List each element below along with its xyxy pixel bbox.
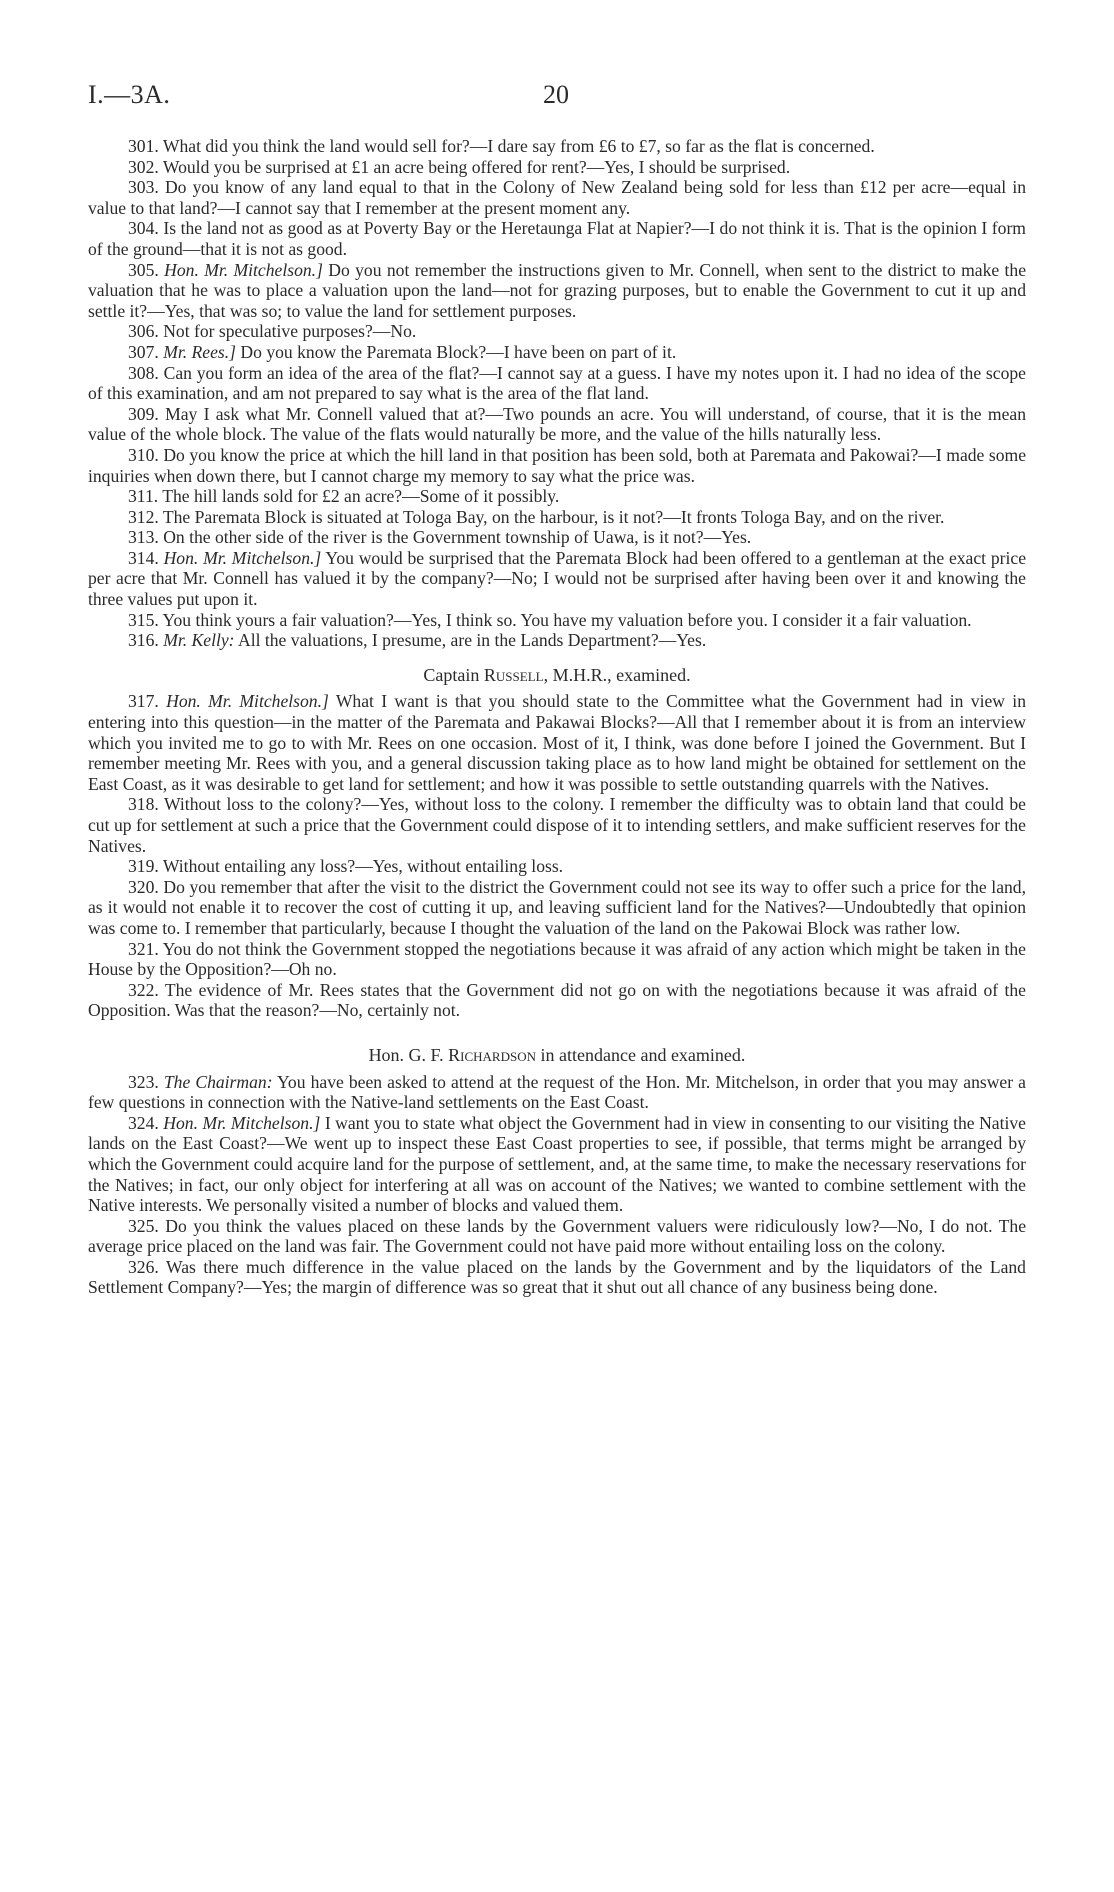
question-text: May I ask what Mr. Connell valued that at?—Two pounds an acre. You will understand, of course, that it is the mean value of the whole block. The value of the flats would naturally be more, and the value of the hills naturally less.	[88, 403, 1026, 445]
question-number: 313.	[128, 527, 159, 548]
question-paragraph	[88, 1113, 1026, 1216]
question-paragraph	[88, 218, 1026, 259]
evidence-block-2	[88, 691, 1026, 1021]
question-paragraph	[88, 486, 1026, 507]
heading-post: , M.H.R., examined.	[543, 664, 691, 685]
question-text: The Paremata Block is situated at Tologa Bay, on the harbour, is it not?—It fronts Tologa Bay, and on the river.	[162, 506, 945, 527]
document-body	[88, 136, 1026, 1298]
question-paragraph	[88, 939, 1026, 980]
question-number: 316.	[128, 630, 159, 651]
question-text: On the other side of the river is the Government township of Uawa, is it not?—Yes.	[163, 527, 752, 548]
question-number: 309.	[128, 403, 159, 424]
question-number: 318.	[128, 794, 159, 815]
question-text: What did you think the land would sell for?—I dare say from £6 to £7, so far as the flat is concerned.	[162, 136, 875, 156]
question-number: 308.	[128, 362, 159, 383]
question-number: 321.	[128, 938, 159, 959]
question-number: 312.	[128, 506, 159, 527]
question-text: The hill lands sold for £2 an acre?—Some of it possibly.	[162, 486, 560, 507]
question-paragraph	[88, 177, 1026, 218]
question-paragraph	[88, 321, 1026, 342]
question-number: 320.	[128, 876, 159, 897]
question-number: 323.	[128, 1071, 159, 1092]
question-text: Do you know the Paremata Block?—I have been on part of it.	[240, 341, 677, 362]
question-paragraph	[88, 691, 1026, 794]
question-text: Do you know of any land equal to that in the Colony of New Zealand being sold for less than £12 per acre—equal in value to that land?—I cannot say that I remember at the present moment any.	[88, 177, 1027, 218]
question-text: You would be surprised that the Paremata Block had been offered to a gentleman at the exact price per acre that Mr. Connell has valued it by the company?—No; I would not be surprised after having been over it and knowing the three values put upon it.	[88, 547, 1027, 610]
question-paragraph	[88, 548, 1026, 610]
question-number: 303.	[128, 177, 159, 198]
speaker-name: Mr. Kelly:	[163, 630, 235, 651]
question-paragraph	[88, 136, 1026, 157]
question-text: Without entailing any loss?—Yes, without entailing loss.	[162, 856, 564, 877]
page-number: 20	[543, 80, 569, 109]
question-paragraph	[88, 157, 1026, 178]
question-paragraph	[88, 1072, 1026, 1113]
question-text: I want you to state what object the Government had in view in consenting to our visiting the Native lands on the East Coast?—We went up to inspect these East Coast properties to see, if possible, that terms might be arranged by which the Government could acquire land for the purpose of settlement, and, at the same time, to make the necessary reservations for the Natives; in fact, our only object for interfering at all was on account of the Natives; we wanted to combine settlement with the Native interests. We personally visited a number of blocks and valued them.	[88, 1112, 1027, 1216]
witness-heading-russell	[88, 665, 1026, 686]
question-number: 307.	[128, 341, 159, 362]
speaker-name: Hon. Mr. Mitchelson.]	[163, 547, 322, 568]
question-number: 324.	[128, 1112, 159, 1133]
question-paragraph	[88, 527, 1026, 548]
question-number: 326.	[128, 1256, 159, 1277]
question-number: 319.	[128, 856, 159, 877]
question-paragraph	[88, 1216, 1026, 1257]
question-paragraph	[88, 445, 1026, 486]
witness-name: Russell	[483, 664, 544, 685]
speaker-name: Hon. Mr. Mitchelson.]	[163, 1112, 321, 1133]
question-text: Was there much difference in the value placed on the lands by the Government and by the liquidators of the Land Settlement Company?—Yes; the margin of difference was so great that it shut out all chance of any business being done.	[88, 1256, 1026, 1298]
question-number: 310.	[128, 444, 159, 465]
question-number: 304.	[128, 218, 159, 239]
question-text: All the valuations, I presume, are in the Lands Department?—Yes.	[237, 630, 707, 651]
document-reference: I.—3A.	[88, 80, 171, 109]
question-paragraph	[88, 260, 1026, 322]
heading-pre: Captain	[423, 664, 484, 685]
evidence-block-3	[88, 1072, 1026, 1299]
question-paragraph	[88, 610, 1026, 631]
speaker-name: Mr. Rees.]	[163, 341, 237, 362]
question-number: 315.	[128, 609, 159, 630]
question-text: Would you be surprised at £1 an acre being offered for rent?—Yes, I should be surprised.	[162, 156, 791, 177]
question-paragraph	[88, 877, 1026, 939]
question-paragraph	[88, 630, 1026, 651]
question-paragraph	[88, 507, 1026, 528]
question-paragraph	[88, 342, 1026, 363]
question-text: What I want is that you should state to the Committee what the Government had in view in entering into this question—in the matter of the Paremata and Pakawai Blocks?—All that I remember about it is from an interview which you invited me to go to with Mr. Rees on one occasion. Most of it, I think, was done before I joined the Government. But I remember meeting Mr. Rees with you, and a general discussion taking place as to how land might be obtained for settlement on the East Coast, as it was desirable to get land for settlement; and how it was possible to settle outstanding quarrels with the Natives.	[88, 691, 1026, 794]
question-text: The evidence of Mr. Rees states that the Government did not go on with the negotiations because it was afraid of the Opposition. Was that the reason?—No, certainly not.	[88, 979, 1026, 1021]
question-text: Can you form an idea of the area of the flat?—I cannot say at a guess. I have my notes upon it. I had no idea of the scope of this examination, and am not prepared to say what is the area of the flat land.	[88, 362, 1026, 404]
question-number: 306.	[128, 321, 159, 342]
question-number: 301.	[128, 136, 159, 156]
question-text: Do you know the price at which the hill land in that position has been sold, both at Paremata and Pakowai?—I made some inquiries when down there, but I cannot charge my memory to say what the price was.	[88, 444, 1026, 486]
question-paragraph	[88, 1257, 1026, 1298]
speaker-name: Hon. Mr. Mitchelson.]	[164, 259, 323, 280]
question-text: You think yours a fair valuation?—Yes, I think so. You have my valuation before you. I consider it a fair valuation.	[162, 609, 972, 630]
question-paragraph	[88, 980, 1026, 1021]
question-paragraph	[88, 856, 1026, 877]
question-number: 302.	[128, 156, 159, 177]
question-text: Do you not remember the instructions given to Mr. Connell, when sent to the district to make the valuation that he was to place a valuation upon the land—not for grazing purposes, but to enable the Government to cut it up and settle it?—Yes, that was so; to value the land for settlement purposes.	[88, 259, 1027, 321]
heading-pre: Hon. G. F.	[368, 1044, 449, 1065]
heading-post: in attendance and examined.	[536, 1044, 746, 1065]
question-number: 314.	[128, 547, 159, 568]
witness-name: Richardson	[448, 1044, 536, 1065]
question-text: You have been asked to attend at the request of the Hon. Mr. Mitchelson, in order that you may answer a few questions in connection with the Native-land settlements on the East Coast.	[88, 1071, 1026, 1113]
question-text: Is the land not as good as at Poverty Bay or the Heretaunga Flat at Napier?—I do not think it is. That is the opinion I form of the ground—that it is not as good.	[88, 218, 1026, 259]
question-text: Not for speculative purposes?—No.	[163, 321, 417, 342]
question-number: 322.	[128, 979, 159, 1000]
question-text: Without loss to the colony?—Yes, without loss to the colony. I remember the difficulty was to obtain land that could be cut up for settlement at such a price that the Government could dispose of it to intending settlers, and make sufficient reserves for the Natives.	[88, 794, 1026, 856]
question-number: 311.	[128, 486, 159, 507]
question-text: Do you think the values placed on these lands by the Government valuers were ridiculously low?—No, I do not. The average price placed on the land was fair. The Government could not have paid more without entailing loss on the colony.	[88, 1215, 1026, 1257]
question-number: 317.	[128, 691, 159, 712]
question-text: You do not think the Government stopped the negotiations because it was afraid of any action which might be taken in the House by the Opposition?—Oh no.	[88, 938, 1026, 980]
question-paragraph	[88, 404, 1026, 445]
speaker-name: The Chairman:	[163, 1071, 273, 1092]
question-text: Do you remember that after the visit to the district the Government could not see its way to offer such a price for the land, as it would not enable it to recover the cost of cutting it up, and leaving sufficient land for the Natives?—Undoubtedly that opinion was come to. I remember that particularly, because I thought the valuation of the land on the Pakowai Block was rather low.	[88, 876, 1026, 938]
speaker-name: Hon. Mr. Mitchelson.]	[166, 691, 329, 712]
question-paragraph	[88, 363, 1026, 404]
question-number: 325.	[128, 1215, 159, 1236]
evidence-block-1	[88, 136, 1026, 651]
question-number: 305.	[128, 259, 159, 280]
question-paragraph	[88, 794, 1026, 856]
witness-heading-richardson	[88, 1045, 1026, 1066]
